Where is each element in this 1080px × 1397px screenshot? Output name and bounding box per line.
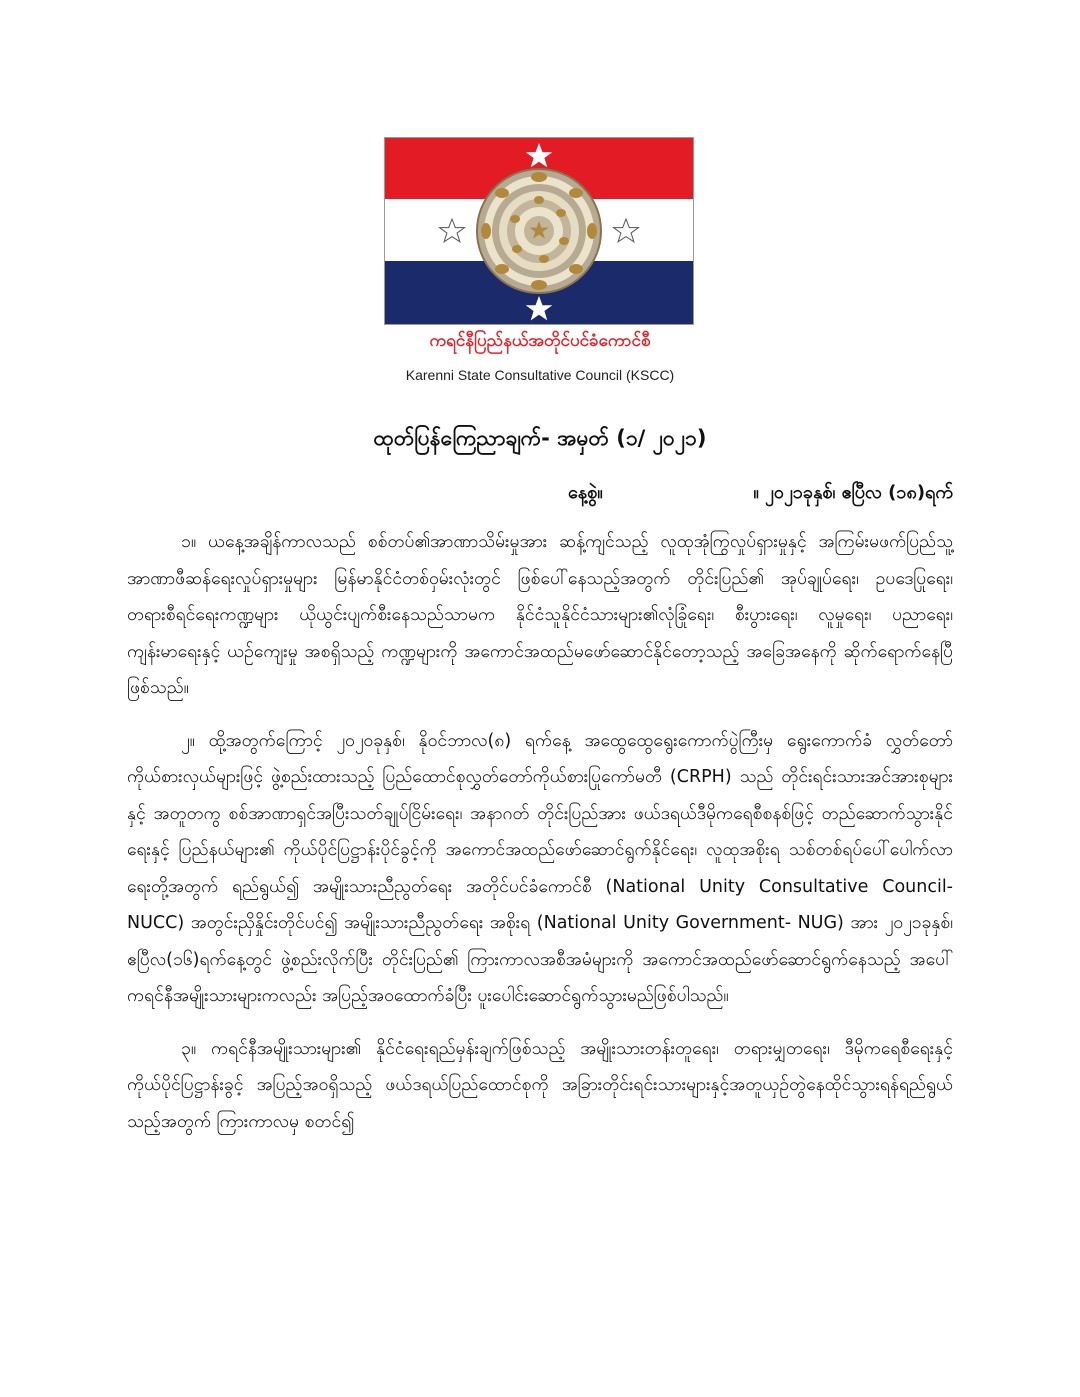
date-value: ။ ၂၀၂၁ခုနှစ်၊ ဧပြီလ (၁၈)ရက် [753,482,953,503]
statement-body [127,524,953,1156]
emblem-icon [477,169,601,293]
paragraph-2: ၂။ ထို့အတွက်ကြောင့် ၂၀၂၀ခုနှစ်၊ နိုဝင်ဘာလ(၈) ရက်နေ့ အထွေထွေရွေးကောက်ပွဲကြီးမှ ရွေးကောက်ခံ လွှတ်တော်ကိုယ်စားလှယ်များဖြင့် ဖွဲ့စည်းထားသည့် ပြည်ထောင်စုလွှတ်တော်ကိုယ်စားပြုကော်မတီ (CRPH) သည် တိုင်းရင်းသားအင်အားစုများနှင့် အတူတကွ စစ်အာဏာရှင်အပြီးသတ်ချုပ်ငြိမ်းရေး၊ အနာဂတ် တိုင်းပြည်အား ဖယ်ဒရယ်ဒီမိုကရေစီစနစ်ဖြင့် တည်ဆောက်သွားနိုင်ရေးနှင့် ပြည်နယ်များ၏ ကိုယ်ပိုင်ပြဋ္ဌာန်းပိုင်ခွင့်ကို အကောင်အထည်ဖော်ဆောင်ရွက်နိုင်ရေး၊ လူထုအစိုးရ သစ်တစ်ရပ်ပေါ်ပေါက်လာရေးတို့အတွက် ရည်ရွယ်၍ အမျိုးသားညီညွတ်ရေး အတိုင်ပင်ခံကောင်စီ (National Unity Consultative Council- NUCC) အတွင်းညှိနှိုင်းတိုင်ပင်၍ အမျိုးသားညီညွတ်ရေး အစိုးရ (National Unity Government- NUG) အား ၂၀၂၁ခုနှစ်၊ ဧပြီလ(၁၆)ရက်နေ့တွင် ဖွဲ့စည်းလိုက်ပြီး တိုင်းပြည်၏ ကြားကာလအစီအမံများကို အကောင်အထည်ဖော်ဆောင်ရွက်နေသည့် အပေါ် ကရင်နီအမျိုးသားများကလည်း အပြည့်အဝထောက်ခံပြီး ပူးပေါင်းဆောင်ရွက်သွားမည်ဖြစ်ပါသည်။ [127,730,953,1006]
paragraph-3: ၃။ ကရင်နီအမျိုးသားများ၏ နိုင်ငံရေးရည်မှန်းချက်ဖြစ်သည့် အမျိုးသားတန်းတူရေး၊ တရားမျှတရေး၊ ဒီမိုကရေစီရေးနှင့် ကိုယ်ပိုင်ပြဋ္ဌာန်းခွင့် အပြည့်အဝရှိသည့် ဖယ်ဒရယ်ပြည်ထောင်စုကို အခြားတိုင်းရင်းသားများနှင့်အတူယှဉ်တွဲနေထိုင်သွားရန်ရည်ရွယ်သည့်အတွက် ကြားကာလမှ စတင်၍ [127,1038,953,1132]
date-label: နေ့စွဲ။ [568,482,603,503]
organization-name-english: Karenni State Consultative Council (KSCC) [405,367,675,383]
karenni-flag [384,137,694,325]
statement-title: ထုတ်ပြန်ကြေညာချက်- အမှတ် (၁/ ၂၀၂၁) [373,426,707,450]
organization-name-myanmar: ကရင်နီပြည်နယ်အတိုင်ပင်ခံကောင်စီ [429,331,651,351]
flag-graphic [384,137,694,325]
paragraph-1: ၁။ ယနေ့အချိန်ကာလသည် စစ်တပ်၏အာဏာသိမ်းမှုအား ဆန့်ကျင်သည့် လူထုအုံကြွလှုပ်ရှားမှုနှင့် အကြမ်းမဖက်ပြည်သူ့အာဏာဖီဆန်ရေးလှုပ်ရှားမှုများ မြန်မာနိုင်ငံတစ်ဝှမ်းလုံးတွင် ဖြစ်ပေါ်နေသည့်အတွက် တိုင်းပြည်၏ အုပ်ချုပ်ရေး၊ ဥပဒေပြုရေး၊ တရားစီရင်ရေးကဏ္ဍများ ယိုယွင်းပျက်စီးနေသည်သာမက နိုင်ငံသူနိုင်ငံသားများ၏လုံခြုံရေး၊ စီးပွားရေး၊ လူမှုရေး၊ ပညာရေး၊ ကျန်းမာရေးနှင့် ယဉ်ကျေးမှု အစရှိသည့် ကဏ္ဍများကို အကောင်အထည်မဖော်ဆောင်နိုင်တော့သည့် အခြေအနေကို ဆိုက်ရောက်နေပြီဖြစ်သည်။ [127,532,953,698]
